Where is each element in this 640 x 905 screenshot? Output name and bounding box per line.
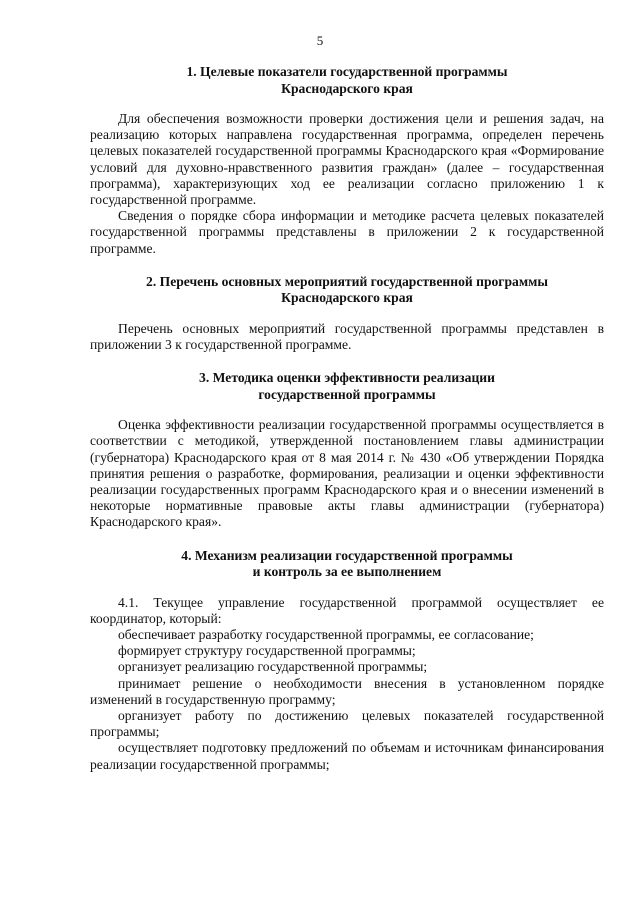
- section-heading-line: 2. Перечень основных мероприятий государственной программы: [146, 273, 548, 289]
- section-4-heading: [90, 548, 604, 581]
- list-item: организует работу по достижению целевых показателей государственной программы;: [90, 708, 604, 740]
- list-item: организует реализацию государственной программы;: [118, 659, 428, 675]
- document-body: [90, 64, 604, 773]
- section-3-heading: [90, 370, 604, 403]
- paragraph: 4.1. Текущее управление государственной программой осуществляет ее координатор, который:: [90, 594, 604, 626]
- section-1-heading: [90, 64, 604, 97]
- section-heading-line: 3. Методика оценки эффективности реализации: [199, 370, 495, 386]
- coordinator-duties-list: [90, 595, 604, 773]
- section-heading-line: Краснодарского края: [281, 80, 413, 96]
- section-heading-line: и контроль за ее выполнением: [252, 564, 442, 580]
- list-item: принимает решение о необходимости внесения в установленном порядке изменений в государственную программу;: [90, 675, 604, 707]
- page-number: 5: [316, 33, 324, 48]
- paragraph: Сведения о порядке сбора информации и методике расчета целевых показателей государственной программы представлены в приложении 2 к государственной программе.: [90, 208, 604, 256]
- list-item: осуществляет подготовку предложений по объемам и источникам финансирования реализации государственной программы;: [90, 740, 604, 772]
- paragraph: Перечень основных мероприятий государственной программы представлен в приложении 3 к государственной программе.: [90, 320, 604, 353]
- section-heading-line: 1. Целевые показатели государственной программы: [186, 64, 508, 79]
- section-heading-line: Краснодарского края: [281, 290, 413, 306]
- section-2-heading: [90, 274, 604, 307]
- section-heading-line: государственной программы: [258, 386, 436, 402]
- list-item: формирует структуру государственной программы;: [118, 643, 416, 659]
- section-heading-line: 4. Механизм реализации государственной программы: [181, 547, 513, 563]
- paragraph: Для обеспечения возможности проверки достижения цели и решения задач, на реализацию которых направлена государственная программа, определен перечень целевых показателей государственной программы Краснодарского края «Формирование условий для духовно-нравственного развития граждан» (далее – государственная программа), характеризующих ход ее реализации согласно приложению 1 к государственной программе.: [90, 111, 604, 208]
- paragraph: Оценка эффективности реализации государственной программы осуществляется в соответствии с методикой, утвержденной постановлением главы администрации (губернатора) Краснодарского края от 8 мая 2014 г. № 430 «Об утверждении Порядка принятия решения о разработке, формирования, реализации и оценки эффективности реализации государственных программ Краснодарского края и о внесении изменений в некоторые нормативные правовые акты главы администрации (губернатора) Краснодарского края».: [90, 417, 604, 530]
- list-item: обеспечивает разработку государственной программы, ее согласование;: [118, 627, 534, 643]
